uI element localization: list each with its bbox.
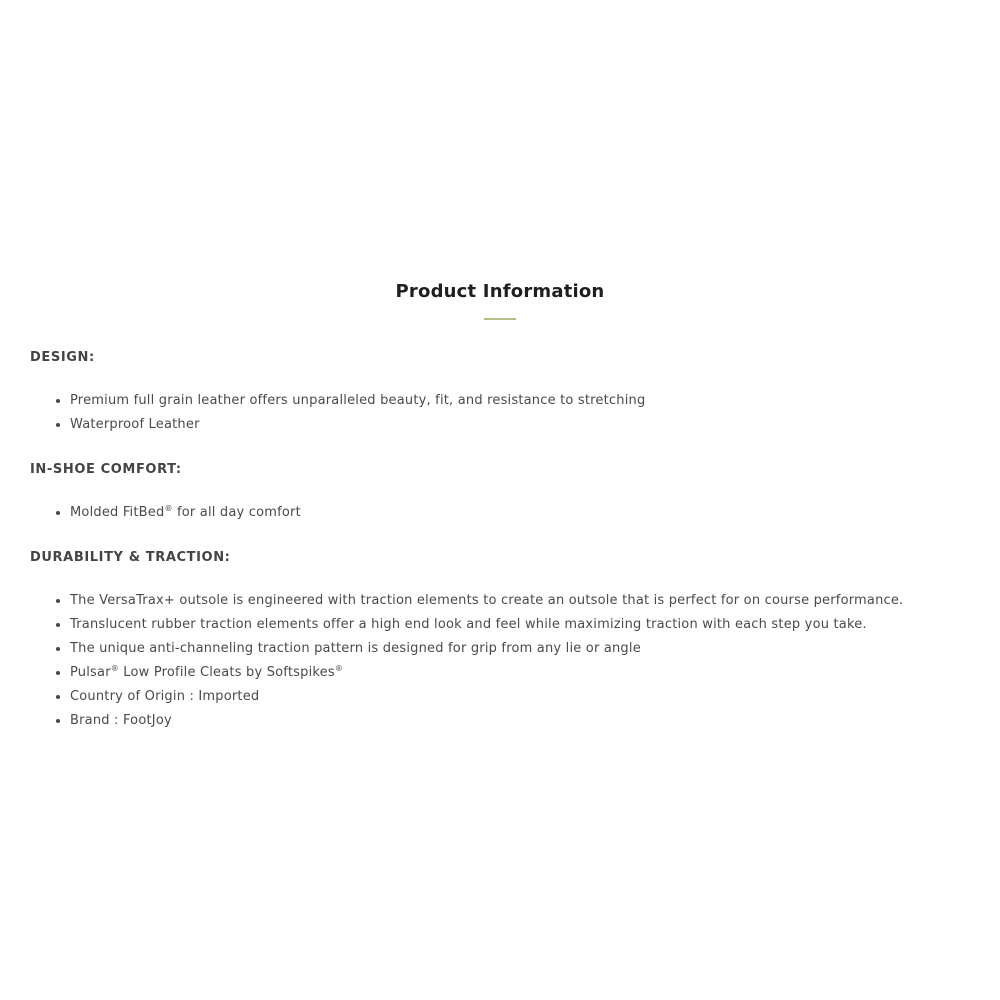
list-item: • The VersaTrax+ outsole is engineered with traction elements to create an outsole that is perfect for on course performance. (70, 589, 970, 613)
list-item (70, 661, 970, 685)
comfort-list (30, 501, 970, 525)
design-list (30, 389, 970, 437)
title-divider (484, 318, 516, 320)
list-item: • Premium full grain leather offers unparalleled beauty, fit, and resistance to stretching (70, 389, 970, 413)
list-item: • Country of Origin : Imported (70, 685, 970, 709)
item-text: for all day comfort (172, 505, 301, 520)
registered-mark: ® (164, 504, 173, 513)
section-heading-design: DESIGN: (30, 350, 95, 365)
item-text: Low Profile Cleats by Softspikes (118, 665, 335, 680)
list-item: • The unique anti-channeling traction pattern is designed for grip from any lie or angle (70, 637, 970, 661)
list-item: • Waterproof Leather (70, 413, 970, 437)
section-heading-in-shoe-comfort: IN-SHOE COMFORT: (30, 462, 182, 477)
list-item: • Translucent rubber traction elements offer a high end look and feel while maximizing traction with each step you take. (70, 613, 970, 637)
list-item (70, 501, 970, 525)
section-heading-durability-traction: DURABILITY & TRACTION: (30, 550, 231, 565)
product-information-panel (30, 278, 970, 733)
list-item: • Brand : FootJoy (70, 709, 970, 733)
durability-list (30, 589, 970, 733)
item-text: Pulsar (70, 665, 111, 680)
item-text: Molded FitBed (70, 505, 165, 520)
product-information-title: Product Information (395, 281, 605, 302)
registered-mark: ® (110, 664, 119, 673)
registered-mark: ® (334, 664, 344, 673)
